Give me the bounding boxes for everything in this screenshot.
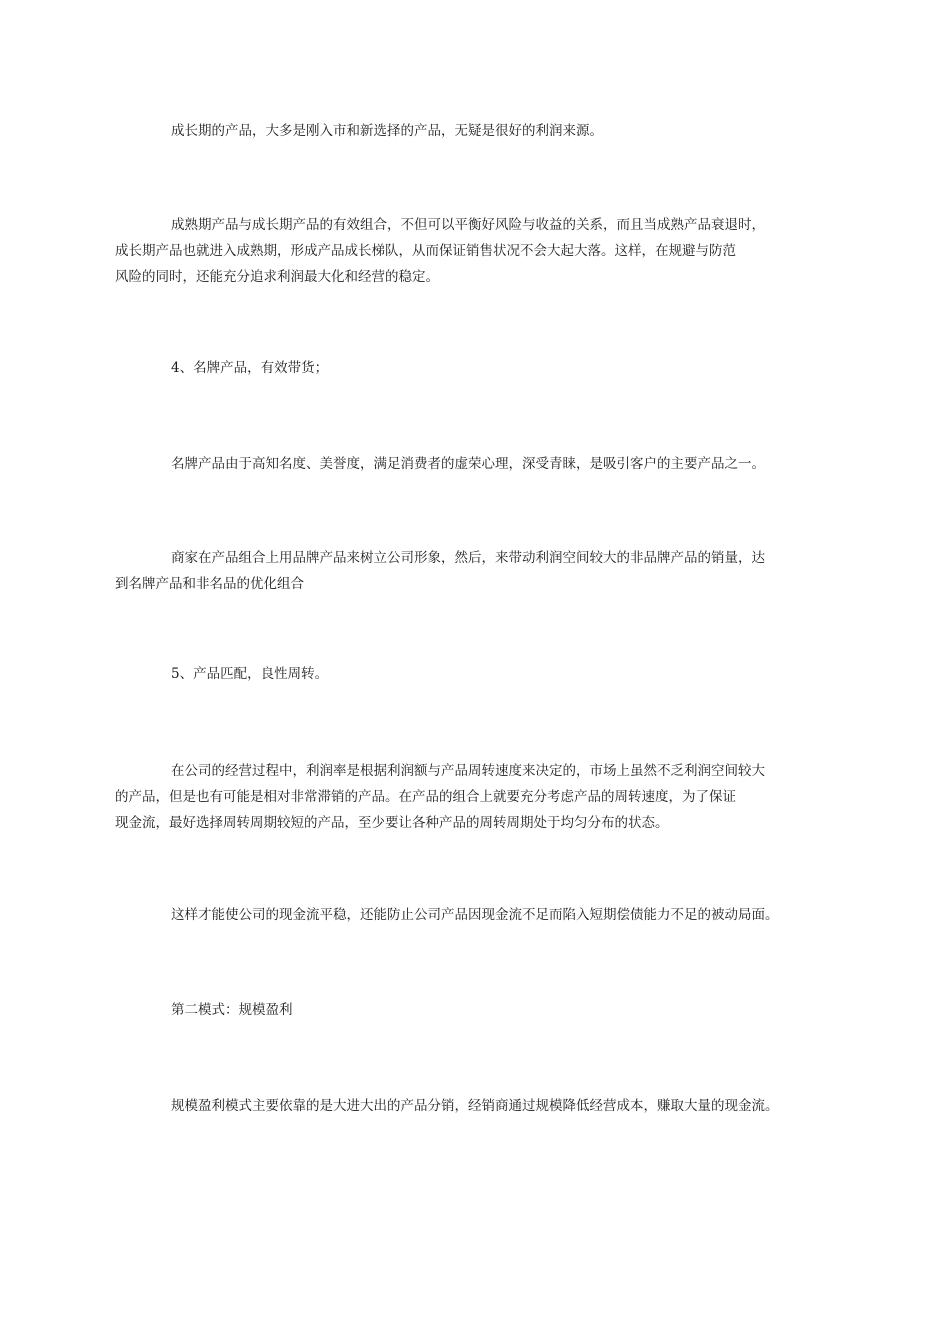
paragraph-brand-image <box>115 545 807 597</box>
paragraph-line: 规模盈利模式主要依靠的是大进大出的产品分销，经销商通过规模降低经营成本，赚取大量的现金流。 <box>171 1098 779 1114</box>
heading-product-matching <box>143 661 807 687</box>
paragraph-line: 5、产品匹配，良性周转。 <box>171 666 329 682</box>
paragraph-line: 风险的同时，还能充分追求利润最大化和经营的稳定。 <box>115 269 439 285</box>
paragraph-line: 的产品，但是也有可能是相对非常滞销的产品。在产品的组合上就要充分考虑产品的周转速度，为了保证 <box>115 789 736 805</box>
paragraph-brand-products-appeal <box>143 451 807 477</box>
paragraph-scale-profit <box>143 1093 807 1119</box>
paragraph-growth-products <box>143 118 807 144</box>
paragraph-cash-flow <box>143 902 807 928</box>
paragraph-line: 成长期产品也就进入成熟期，形成产品成长梯队，从而保证销售状况不会大起大落。这样，在规避与防范 <box>115 243 736 259</box>
paragraph-line: 第二模式：规模盈利 <box>171 1002 293 1018</box>
paragraph-line: 4、名牌产品，有效带货； <box>171 360 329 376</box>
paragraph-turnover <box>115 758 807 836</box>
paragraph-line: 这样才能使公司的现金流平稳，还能防止公司产品因现金流不足而陷入短期偿债能力不足的被动局面。 <box>171 907 779 923</box>
paragraph-mature-growth-combination <box>115 212 807 290</box>
paragraph-line: 现金流，最好选择周转周期较短的产品，至少要让各种产品的周转周期处于均匀分布的状态。 <box>115 815 669 831</box>
paragraph-line: 成长期的产品，大多是刚入市和新选择的产品，无疑是很好的利润来源。 <box>171 123 603 139</box>
heading-brand-products <box>143 355 807 381</box>
paragraph-line: 成熟期产品与成长期产品的有效组合，不但可以平衡好风险与收益的关系，而且当成熟产品衰退时， <box>171 217 765 233</box>
paragraph-line: 商家在产品组合上用品牌产品来树立公司形象，然后，来带动利润空间较大的非品牌产品的销量，达 <box>171 550 765 566</box>
paragraph-line: 名牌产品由于高知名度、美誉度，满足消费者的虚荣心理，深受青睐，是吸引客户的主要产品之一。 <box>171 456 765 472</box>
paragraph-line: 到名牌产品和非名品的优化组合 <box>115 576 304 592</box>
paragraph-line: 在公司的经营过程中，利润率是根据利润额与产品周转速度来决定的，市场上虽然不乏利润空间较大 <box>171 763 765 779</box>
heading-second-mode <box>143 997 807 1023</box>
